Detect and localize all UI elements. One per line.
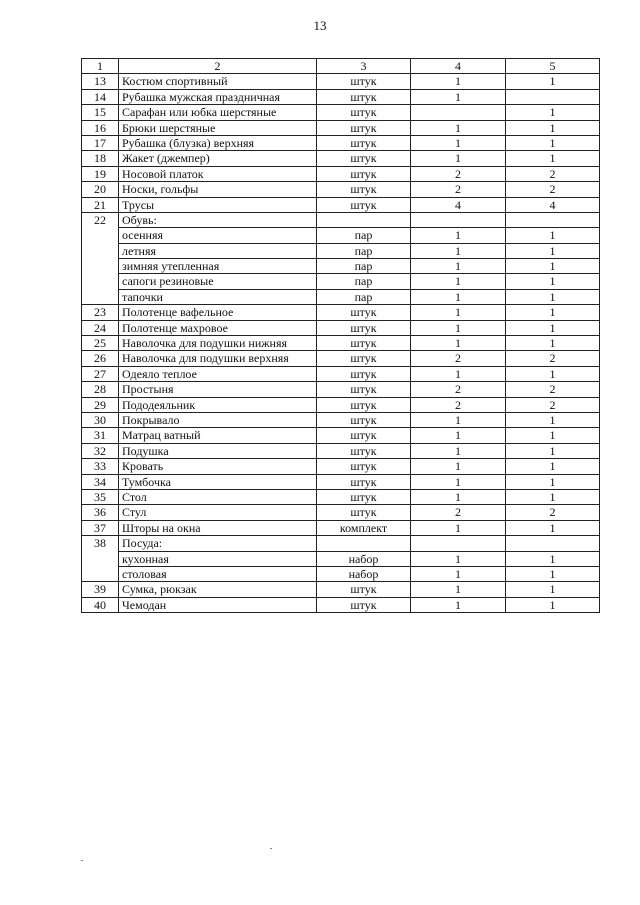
item-qty-col4: 1 bbox=[411, 443, 506, 458]
item-name: Жакет (джемпер) bbox=[119, 151, 317, 166]
item-qty-col4: 1 bbox=[411, 135, 506, 150]
table-row bbox=[82, 320, 600, 335]
table-row bbox=[82, 74, 600, 89]
item-unit: штук bbox=[317, 459, 411, 474]
table-row bbox=[82, 443, 600, 458]
item-qty-col5: 1 bbox=[506, 366, 600, 381]
item-qty-col5: 1 bbox=[506, 459, 600, 474]
item-qty-col5: 1 bbox=[506, 228, 600, 243]
item-unit: пар bbox=[317, 274, 411, 289]
table-row bbox=[82, 89, 600, 104]
item-name: Трусы bbox=[119, 197, 317, 212]
item-name: Одеяло теплое bbox=[119, 366, 317, 381]
item-name: Подушка bbox=[119, 443, 317, 458]
table-row bbox=[82, 489, 600, 504]
item-qty-col5: 1 bbox=[506, 320, 600, 335]
item-qty-col5: 1 bbox=[506, 74, 600, 89]
table-row bbox=[82, 105, 600, 120]
item-qty-col5: 1 bbox=[506, 551, 600, 566]
item-qty-col5: 1 bbox=[506, 474, 600, 489]
table-row bbox=[82, 336, 600, 351]
item-qty-col4-empty bbox=[411, 212, 506, 227]
item-qty-col5: 1 bbox=[506, 412, 600, 427]
item-name: Носки, гольфы bbox=[119, 182, 317, 197]
item-qty-col5: 1 bbox=[506, 243, 600, 258]
item-unit: штук bbox=[317, 166, 411, 181]
item-unit: набор bbox=[317, 551, 411, 566]
table-row bbox=[82, 135, 600, 150]
group-title: Обувь: bbox=[119, 212, 317, 227]
item-qty-col4: 2 bbox=[411, 505, 506, 520]
table-row bbox=[82, 397, 600, 412]
item-qty-col5: 1 bbox=[506, 305, 600, 320]
item-qty-col5: 2 bbox=[506, 166, 600, 181]
item-qty-col4: 1 bbox=[411, 566, 506, 581]
item-qty-col5: 1 bbox=[506, 151, 600, 166]
scan-speck bbox=[270, 848, 272, 849]
table-row bbox=[82, 166, 600, 181]
item-name: Стол bbox=[119, 489, 317, 504]
item-qty-col4: 1 bbox=[411, 366, 506, 381]
item-name: Тумбочка bbox=[119, 474, 317, 489]
item-unit-empty bbox=[317, 212, 411, 227]
item-qty-col5: 1 bbox=[506, 259, 600, 274]
item-unit: штук bbox=[317, 428, 411, 443]
item-name: Пододеяльник bbox=[119, 397, 317, 412]
table-row bbox=[82, 351, 600, 366]
item-qty-col4: 1 bbox=[411, 336, 506, 351]
item-qty-col4: 4 bbox=[411, 197, 506, 212]
row-number: 36 bbox=[82, 505, 119, 520]
item-unit: набор bbox=[317, 566, 411, 581]
item-qty-col4: 1 bbox=[411, 459, 506, 474]
item-name: Шторы на окна bbox=[119, 520, 317, 535]
row-number: 28 bbox=[82, 382, 119, 397]
row-number: 22 bbox=[82, 212, 119, 304]
item-qty-col5: 1 bbox=[506, 489, 600, 504]
item-qty-col5-empty bbox=[506, 212, 600, 227]
item-qty-col5: 1 bbox=[506, 443, 600, 458]
row-number: 24 bbox=[82, 320, 119, 335]
group-subrow bbox=[82, 243, 600, 258]
item-unit: штук bbox=[317, 597, 411, 612]
header-cell: 2 bbox=[119, 59, 317, 74]
row-number: 35 bbox=[82, 489, 119, 504]
group-row bbox=[82, 536, 600, 551]
item-unit: комплект bbox=[317, 520, 411, 535]
group-subrow bbox=[82, 259, 600, 274]
row-number: 21 bbox=[82, 197, 119, 212]
item-name: Матрац ватный bbox=[119, 428, 317, 443]
item-unit-empty bbox=[317, 536, 411, 551]
page-number: 13 bbox=[313, 18, 327, 33]
item-unit: штук bbox=[317, 489, 411, 504]
item-qty-col4: 2 bbox=[411, 397, 506, 412]
item-name: сапоги резиновые bbox=[119, 274, 317, 289]
item-qty-col4: 1 bbox=[411, 305, 506, 320]
items-table bbox=[81, 58, 600, 613]
item-unit: штук bbox=[317, 474, 411, 489]
table-row bbox=[82, 428, 600, 443]
item-unit: штук bbox=[317, 105, 411, 120]
item-qty-col4 bbox=[411, 105, 506, 120]
item-qty-col5: 2 bbox=[506, 505, 600, 520]
item-qty-col5: 4 bbox=[506, 197, 600, 212]
item-qty-col4: 1 bbox=[411, 74, 506, 89]
item-qty-col5: 1 bbox=[506, 597, 600, 612]
table-row bbox=[82, 412, 600, 427]
row-number: 37 bbox=[82, 520, 119, 535]
item-name: летняя bbox=[119, 243, 317, 258]
item-qty-col4: 1 bbox=[411, 412, 506, 427]
header-cell: 5 bbox=[506, 59, 600, 74]
item-unit: штук bbox=[317, 382, 411, 397]
item-unit: штук bbox=[317, 135, 411, 150]
row-number: 15 bbox=[82, 105, 119, 120]
item-name: столовая bbox=[119, 566, 317, 581]
table-row bbox=[82, 474, 600, 489]
item-unit: штук bbox=[317, 197, 411, 212]
row-number: 18 bbox=[82, 151, 119, 166]
scan-speck bbox=[81, 860, 83, 861]
item-unit: штук bbox=[317, 582, 411, 597]
item-qty-col4: 2 bbox=[411, 382, 506, 397]
item-qty-col4: 1 bbox=[411, 428, 506, 443]
item-qty-col5: 1 bbox=[506, 120, 600, 135]
group-title: Посуда: bbox=[119, 536, 317, 551]
table-row bbox=[82, 120, 600, 135]
item-name: Рубашка (блузка) верхняя bbox=[119, 135, 317, 150]
item-qty-col5: 1 bbox=[506, 566, 600, 581]
group-subrow bbox=[82, 228, 600, 243]
row-number: 29 bbox=[82, 397, 119, 412]
item-name: тапочки bbox=[119, 289, 317, 304]
item-unit: штук bbox=[317, 305, 411, 320]
item-qty-col5 bbox=[506, 89, 600, 104]
table-row bbox=[82, 366, 600, 381]
item-name: зимняя утепленная bbox=[119, 259, 317, 274]
item-name: Наволочка для подушки верхняя bbox=[119, 351, 317, 366]
item-unit: штук bbox=[317, 74, 411, 89]
row-number: 39 bbox=[82, 582, 119, 597]
item-name: Сумка, рюкзак bbox=[119, 582, 317, 597]
item-unit: штук bbox=[317, 151, 411, 166]
item-qty-col4: 1 bbox=[411, 289, 506, 304]
item-name: Стул bbox=[119, 505, 317, 520]
item-name: Кровать bbox=[119, 459, 317, 474]
item-qty-col5: 1 bbox=[506, 135, 600, 150]
item-unit: пар bbox=[317, 228, 411, 243]
group-subrow bbox=[82, 551, 600, 566]
group-row bbox=[82, 212, 600, 227]
item-qty-col4: 1 bbox=[411, 489, 506, 504]
group-subrow bbox=[82, 274, 600, 289]
table-row bbox=[82, 582, 600, 597]
table-row bbox=[82, 305, 600, 320]
item-qty-col4: 1 bbox=[411, 259, 506, 274]
items-table-body bbox=[82, 59, 600, 613]
item-unit: штук bbox=[317, 351, 411, 366]
item-unit: пар bbox=[317, 259, 411, 274]
item-unit: штук bbox=[317, 397, 411, 412]
item-qty-col4: 1 bbox=[411, 243, 506, 258]
row-number: 13 bbox=[82, 74, 119, 89]
item-name: кухонная bbox=[119, 551, 317, 566]
row-number: 30 bbox=[82, 412, 119, 427]
item-qty-col5: 1 bbox=[506, 289, 600, 304]
item-qty-col5: 1 bbox=[506, 105, 600, 120]
item-qty-col5-empty bbox=[506, 536, 600, 551]
table-row bbox=[82, 197, 600, 212]
item-qty-col4: 1 bbox=[411, 274, 506, 289]
item-name: Полотенце махровое bbox=[119, 320, 317, 335]
row-number: 14 bbox=[82, 89, 119, 104]
header-cell: 1 bbox=[82, 59, 119, 74]
row-number: 20 bbox=[82, 182, 119, 197]
table-row bbox=[82, 520, 600, 535]
row-number: 25 bbox=[82, 336, 119, 351]
table-row bbox=[82, 505, 600, 520]
row-number: 26 bbox=[82, 351, 119, 366]
item-name: Покрывало bbox=[119, 412, 317, 427]
table-row bbox=[82, 382, 600, 397]
row-number: 27 bbox=[82, 366, 119, 381]
item-unit: штук bbox=[317, 182, 411, 197]
table-row bbox=[82, 151, 600, 166]
item-qty-col5: 2 bbox=[506, 182, 600, 197]
item-qty-col4: 1 bbox=[411, 228, 506, 243]
item-unit: штук bbox=[317, 320, 411, 335]
item-unit: штук bbox=[317, 505, 411, 520]
item-name: Сарафан или юбка шерстяные bbox=[119, 105, 317, 120]
item-name: Рубашка мужская праздничная bbox=[119, 89, 317, 104]
item-qty-col5: 1 bbox=[506, 582, 600, 597]
item-unit: штук bbox=[317, 443, 411, 458]
row-number: 38 bbox=[82, 536, 119, 582]
row-number: 17 bbox=[82, 135, 119, 150]
item-qty-col4-empty bbox=[411, 536, 506, 551]
item-name: Чемодан bbox=[119, 597, 317, 612]
item-qty-col4: 2 bbox=[411, 182, 506, 197]
row-number: 16 bbox=[82, 120, 119, 135]
item-qty-col4: 2 bbox=[411, 351, 506, 366]
item-qty-col5: 2 bbox=[506, 351, 600, 366]
item-name: осенняя bbox=[119, 228, 317, 243]
item-unit: штук bbox=[317, 412, 411, 427]
item-qty-col5: 2 bbox=[506, 397, 600, 412]
item-unit: пар bbox=[317, 243, 411, 258]
header-cell: 3 bbox=[317, 59, 411, 74]
item-unit: штук bbox=[317, 89, 411, 104]
item-qty-col4: 1 bbox=[411, 89, 506, 104]
item-unit: штук bbox=[317, 336, 411, 351]
row-number: 34 bbox=[82, 474, 119, 489]
header-row bbox=[82, 59, 600, 74]
table-row bbox=[82, 459, 600, 474]
item-name: Наволочка для подушки нижняя bbox=[119, 336, 317, 351]
item-name: Носовой платок bbox=[119, 166, 317, 181]
item-qty-col4: 1 bbox=[411, 320, 506, 335]
item-qty-col4: 2 bbox=[411, 166, 506, 181]
row-number: 32 bbox=[82, 443, 119, 458]
table-row bbox=[82, 182, 600, 197]
item-name: Простыня bbox=[119, 382, 317, 397]
item-qty-col5: 2 bbox=[506, 382, 600, 397]
item-unit: штук bbox=[317, 120, 411, 135]
item-qty-col4: 1 bbox=[411, 551, 506, 566]
item-qty-col4: 1 bbox=[411, 120, 506, 135]
item-qty-col5: 1 bbox=[506, 428, 600, 443]
item-qty-col4: 1 bbox=[411, 520, 506, 535]
group-subrow bbox=[82, 566, 600, 581]
row-number: 23 bbox=[82, 305, 119, 320]
row-number: 31 bbox=[82, 428, 119, 443]
group-subrow bbox=[82, 289, 600, 304]
item-qty-col5: 1 bbox=[506, 520, 600, 535]
item-unit: штук bbox=[317, 366, 411, 381]
item-name: Полотенце вафельное bbox=[119, 305, 317, 320]
item-qty-col4: 1 bbox=[411, 474, 506, 489]
row-number: 33 bbox=[82, 459, 119, 474]
item-name: Костюм спортивный bbox=[119, 74, 317, 89]
row-number: 40 bbox=[82, 597, 119, 612]
item-unit: пар bbox=[317, 289, 411, 304]
table-row bbox=[82, 597, 600, 612]
item-qty-col4: 1 bbox=[411, 582, 506, 597]
item-qty-col5: 1 bbox=[506, 336, 600, 351]
item-qty-col4: 1 bbox=[411, 151, 506, 166]
header-cell: 4 bbox=[411, 59, 506, 74]
row-number: 19 bbox=[82, 166, 119, 181]
item-name: Брюки шерстяные bbox=[119, 120, 317, 135]
item-qty-col4: 1 bbox=[411, 597, 506, 612]
item-qty-col5: 1 bbox=[506, 274, 600, 289]
